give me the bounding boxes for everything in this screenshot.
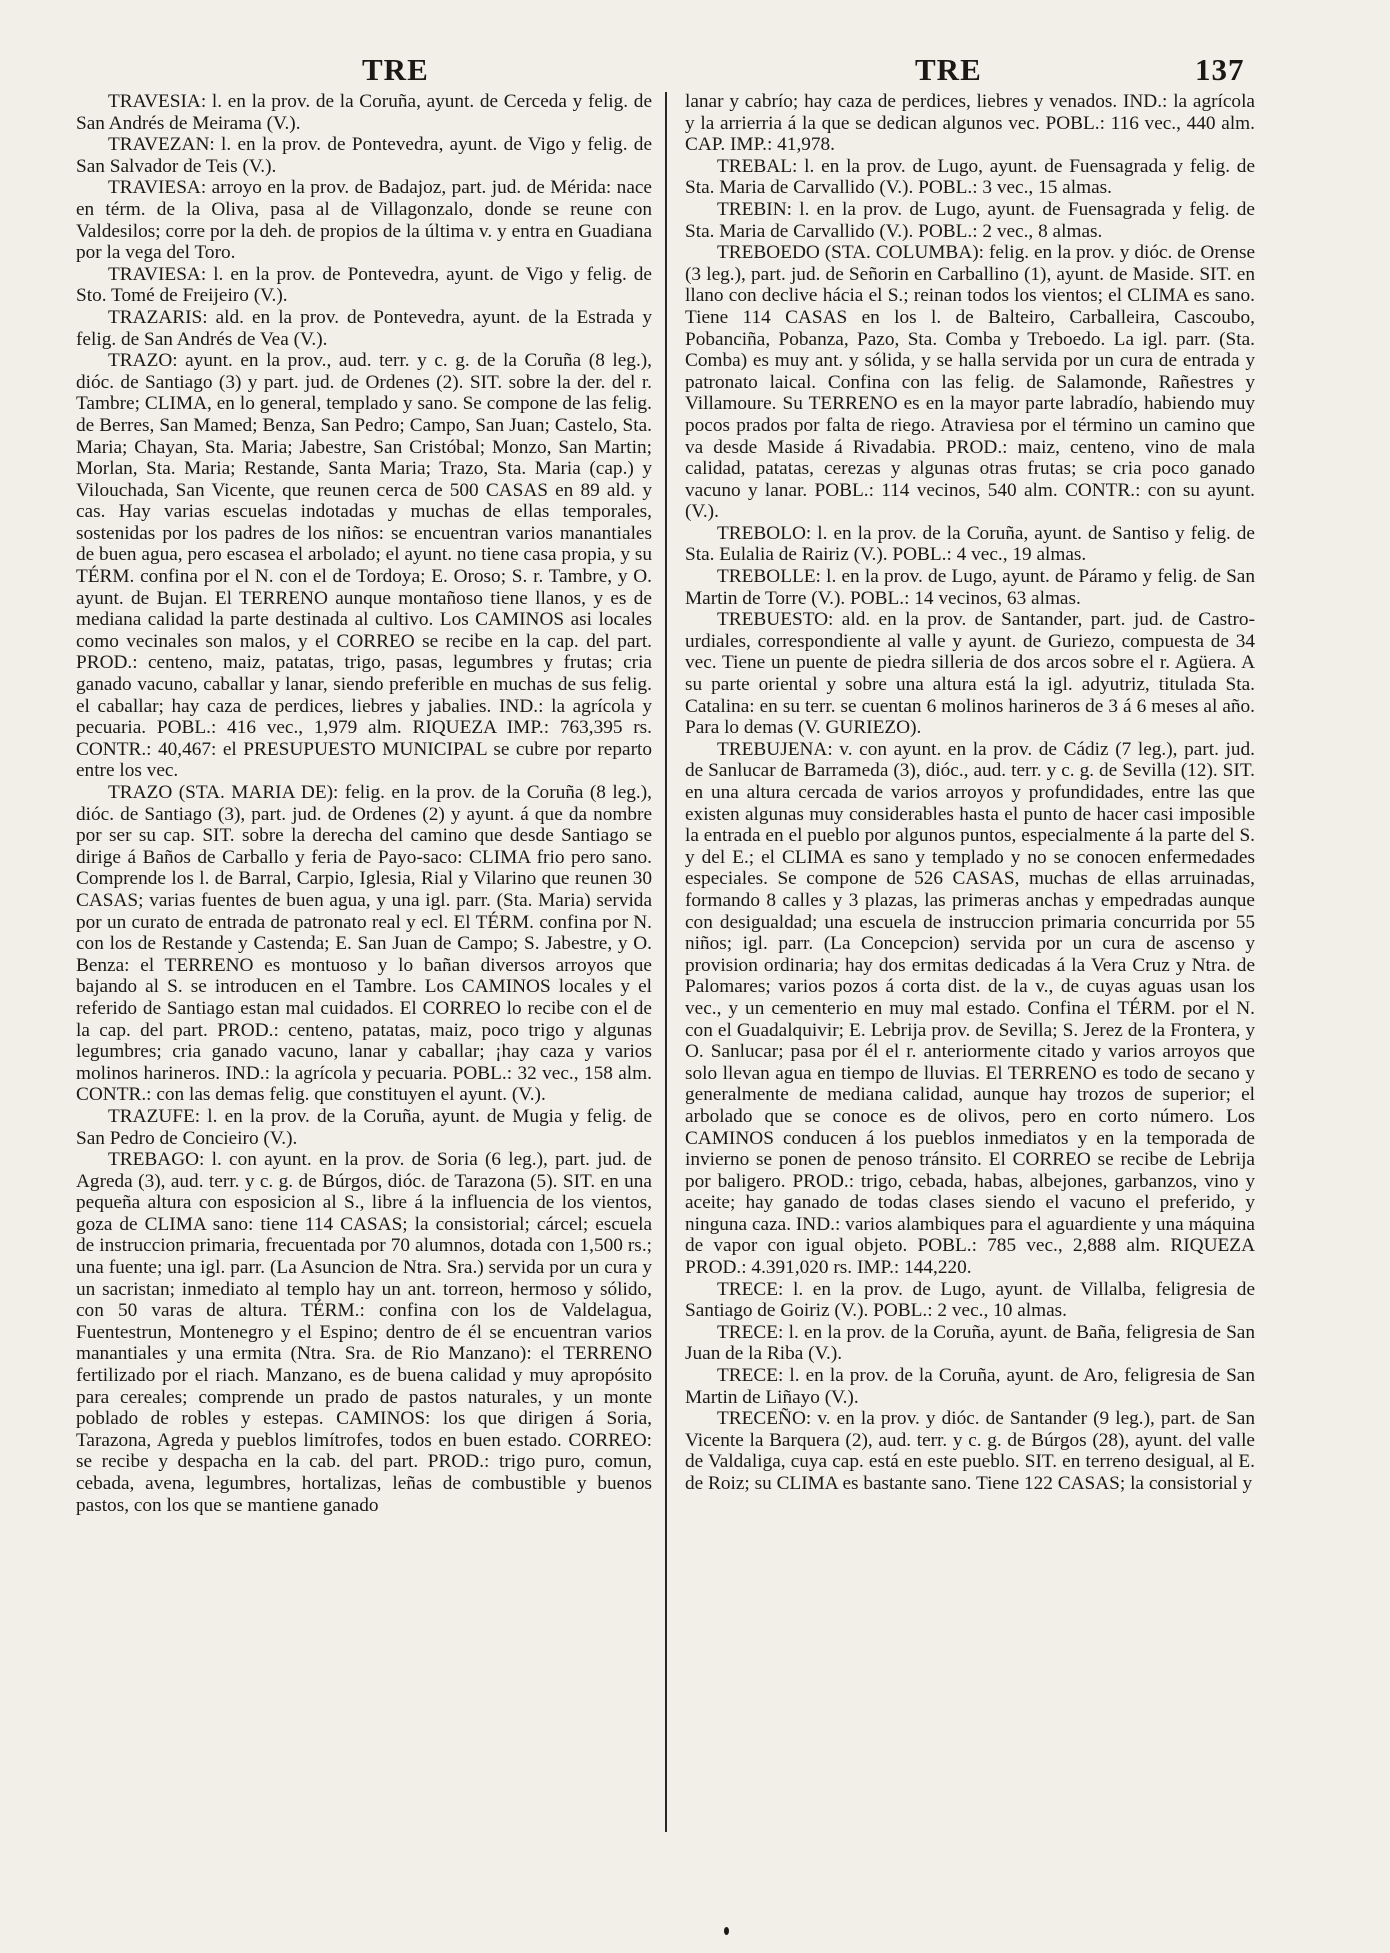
entry-trece-lugo: TRECE: l. en la prov. de Lugo, ayunt. de Villalba, feligresia de Santiago de Goiriz (V.). POBL.: 2 vec., 10 almas. [685,1278,1255,1322]
running-head-left: TRE [362,52,429,87]
entry-trebolo: TREBOLO: l. en la prov. de la Coruña, ayunt. de Santiso y felig. de Sta. Eulalia de Rairiz (V.). POBL.: 4 vec., 19 almas. [685,522,1255,566]
page-number: 137 [1195,52,1245,87]
right-column [685,91,1255,1833]
entry-trazo-ayunt: TRAZO: ayunt. en la prov., aud. terr. y c. g. de la Coruña (8 leg.), dióc. de Santiago (3) y part. jud. de Ordenes (2). SIT. sobre la der. del r. Tambre; CLIMA, en lo general, templado y sano. Se compone de las felig. de Berres, San Mamed; Benza, San Pedro; Campo, San Juan; Castelo, Sta. Maria; Chayan, Sta. Maria; Jabestre, San Cristóbal; Monzo, San Martin; Morlan, Sta. Maria; Restande, Santa Maria; Trazo, Sta. Maria (cap.) y Vilouchada, San Vicente, que reunen cerca de 500 CASAS en 89 ald. y cas. Hay varias escuelas indotadas y muchas de ellas temporales, sostenidas por los padres de los niños: se encuentran varios manantiales de buen agua, pero escasea el arbolado; el ayunt. no tiene casa propia, y su TÉRM. confina por el N. con el de Tordoya; E. Oroso; S. r. Tambre, y O. ayunt. de Bujan. El TERRENO aunque montañoso tiene llanos, y es de mediana calidad la parte destinada al cultivo. Los CAMINOS asi locales como vecinales son malos, y el CORREO se recibe en la cap. del part. PROD.: centeno, maiz, patatas, trigo, pasas, legumbres y frutas; cria ganado vacuno, caballar y lanar, siendo preferible en muchas de sus felig. el caballar; hay caza de perdices, liebres y jabalies. IND.: la agrícola y pecuaria. POBL.: 416 vec., 1,979 alm. RIQUEZA IMP.: 763,395 rs. CONTR.: 40,467: el PRESUPUESTO MUNICIPAL se cubre por reparto entre los vec. [76,350,652,782]
entry-trazufe: TRAZUFE: l. en la prov. de la Coruña, ayunt. de Mugia y felig. de San Pedro de Concieiro (V.). [76,1105,652,1149]
entry-trebolle: TREBOLLE: l. en la prov. de Lugo, ayunt. de Páramo y felig. de San Martin de Torre (V.). POBL.: 14 vecinos, 63 almas. [685,566,1255,609]
entry-trebin: TREBIN: l. en la prov. de Lugo, ayunt. de Fuensagrada y felig. de Sta. Maria de Carvallido (V.). POBL.: 2 vec., 8 almas. [685,198,1255,242]
entry-treboedo: TREBOEDO (STA. COLUMBA): felig. en la prov. y dióc. de Orense (3 leg.), part. jud. de Señorin en Carballino (1), ayunt. de Maside. SIT. en llano con declive hácia el S.; reinan todos los vientos; el CLIMA es sano. Tiene 114 CASAS en los l. de Balteiro, Carballeira, Cascoubo, Pobanciña, Pobanza, Pazo, Sta. Comba y Treboedo. La igl. parr. (Sta. Comba) es muy ant. y sólida, y se halla servida por un cura de entrada y patronato laical. Confina con las felig. de Salamonde, Rañestres y Villamoure. Su TERRENO es en la mayor parte labradío, habiendo muy pocos prados por falta de riego. Atraviesa por el término un camino que va desde Maside á Rivadabia. PROD.: maiz, centeno, vino de mala calidad, patatas, cerezas y algunas otras frutas; se cria poco ganado vacuno y lanar. POBL.: 114 vecinos, 540 alm. CONTR.: con su ayunt. (V.). [685,242,1255,523]
entry-trebuesto: TREBUESTO: ald. en la prov. de Santander, part. jud. de Castro-urdiales, correspondiente al valle y ayunt. de Guriezo, compuesta de 34 vec. Tiene un puente de piedra silleria de dos arcos sobre el r. Agüera. A su parte oriental y sobre una altura está la igl. adyutriz, titulada Sta. Catalina: en su terr. se cuentan 6 molinos harineros de 3 á 6 meses al año. Para lo demas (V. GURIEZO). [685,609,1255,739]
entry-travezan: TRAVEZAN: l. en la prov. de Pontevedra, ayunt. de Vigo y felig. de San Salvador de Teis (V.). [76,134,652,177]
column-rule [665,92,667,1832]
entry-traviesa-lugar: TRAVIESA: l. en la prov. de Pontevedra, ayunt. de Vigo y felig. de Sto. Tomé de Freijeiro (V.). [76,263,652,307]
entry-trazaris: TRAZARIS: ald. en la prov. de Pontevedra, ayunt. de la Estrada y felig. de San Andrés de Vea (V.). [76,306,652,350]
running-head-center: TRE [915,52,982,87]
entry-trebago-continued: lanar y cabrío; hay caza de perdices, liebres y venados. IND.: la agrícola y la arrierria á la que se dedican algunos vec. POBL.: 116 vec., 440 alm. CAP. IMP.: 41,978. [685,91,1255,156]
entry-trece-bana: TRECE: l. en la prov. de la Coruña, ayunt. de Baña, feligresia de San Juan de la Riba (V.). [685,1321,1255,1365]
entry-traviesa-arroyo: TRAVIESA: arroyo en la prov. de Badajoz, part. jud. de Mérida: nace en térm. de la Oliva, pasa al de Villagonzalo, donde se reune con Valdesilos; corre por la deh. de propios de la última v. y entra en Guadiana por la vega del Toro. [76,177,652,264]
entry-trazo-sta-maria: TRAZO (STA. MARIA DE): felig. en la prov. de la Coruña (8 leg.), dióc. de Santiago (3), part. jud. de Ordenes (2) y ayunt. á que da nombre por ser su cap. SIT. sobre la derecha del camino que desde Santiago se dirige á Baños de Carballo y feria de Payo-saco: CLIMA frio pero sano. Comprende los l. de Barral, Carpio, Iglesia, Rial y Vilarino que reunen 30 CASAS; varias fuentes de buen agua, y una igl. parr. (Sta. Maria) servida por un curato de entrada de patronato real y ecl. El TÉRM. confina por N. con los de Restande y Castenda; E. San Juan de Campo; S. Jabestre, y O. Benza: el TERRENO es montuoso y lo bañan diversos arroyos que bajando al S. se introducen en el Tambre. Los CAMINOS locales y el referido de Santiago estan mal cuidados. El CORREO lo recibe con el de la cap. del part. PROD.: centeno, patatas, maiz, poco trigo y algunas legumbres; cria ganado vacuno, lanar y caballar; ¡hay caza y varios molinos harineros. IND.: la agrícola y pecuaria. POBL.: 32 vec., 158 alm. CONTR.: con las demas felig. que constituyen el ayunt. (V.). [76,782,652,1106]
ink-speck [724,1927,729,1935]
entry-trebal: TREBAL: l. en la prov. de Lugo, ayunt. de Fuensagrada y felig. de Sta. Maria de Carvallido (V.). POBL.: 3 vec., 15 almas. [685,155,1255,199]
entry-treceno: TRECEÑO: v. en la prov. y dióc. de Santander (9 leg.), part. de San Vicente la Barquera (2), aud. terr. y c. g. de Búrgos (28), ayunt. del valle de Valdaliga, cuya cap. está en este pueblo. SIT. en terreno desigual, al E. de Roiz; su CLIMA es bastante sano. Tiene 122 CASAS; la consistorial y [685,1408,1255,1494]
entry-trece-aro: TRECE: l. en la prov. de la Coruña, ayunt. de Aro, feligresia de San Martin de Liñayo (V.). [685,1365,1255,1408]
left-column [76,91,652,1833]
entry-trebujena: TREBUJENA: v. con ayunt. en la prov. de Cádiz (7 leg.), part. jud. de Sanlucar de Barrameda (3), dióc., aud. terr. y c. g. de Sevilla (12). SIT. en una altura cercada de varios arroyos y profundidades, entre las que existen algunas muy considerables hasta el punto de hacer casi imposible la entrada en el pueblo por algunos puntos, especialmente á la parte del S. y del E.; el CLIMA es sano y templado y no se conocen enfermedades especiales. Se compone de 526 CASAS, muchas de ellas arruinadas, formando 8 calles y 3 plazas, las primeras anchas y empedradas aunque con desigualdad; una escuela de instruccion primaria concurrida por 55 niños; igl. parr. (La Concepcion) servida por un cura de ascenso y provision ordinaria; hay dos ermitas dedicadas á la Vera Cruz y Ntra. de Palomares; varios pozos á corta dist. de la v., de cuyas aguas usan los vec., y un cementerio en muy mal estado. Confina el TÉRM. por el N. con el Guadalquivir; E. Lebrija prov. de Sevilla; S. Jerez de la Frontera, y O. Sanlucar; pasa por él el r. anteriormente citado y varios arroyos que solo llevan agua en tiempo de lluvias. El TERRENO es todo de secano y generalmente de mediana calidad, aunque hay trozos de superior; el arbolado que se conoce es de olivos, pero en corto número. Los CAMINOS conducen á los pueblos inmediatos y en la temporada de invierno se ponen de penoso tránsito. El CORREO se recibe de Lebrija por baligero. PROD.: trigo, cebada, habas, albejones, garbanzos, vino y aceite; hay ganado de todas clases siendo el vacuno el preferido, y ninguna caza. IND.: varios alambiques para el aguardiente y una máquina de vapor con igual objeto. POBL.: 785 vec., 2,888 alm. RIQUEZA PROD.: 4.391,020 rs. IMP.: 144,220. [685,738,1255,1279]
entry-trebago: TREBAGO: l. con ayunt. en la prov. de Soria (6 leg.), part. jud. de Agreda (3), aud. terr. y c. g. de Búrgos, dióc. de Tarazona (5). SIT. en una pequeña altura con esposicion al S., libre á la influencia de los vientos, goza de CLIMA sano: tiene 114 CASAS; la consistorial; cárcel; escuela de instruccion primaria, frecuentada por 70 alumnos, dotada con 1,500 rs.; una fuente; una igl. parr. (La Asuncion de Ntra. Sra.) servida por un cura y un sacristan; inmediato al templo hay un ant. torreon, hermoso y sólido, con 50 varas de altura. TÉRM.: confina con los de Valdelagua, Fuentestrun, Montenegro y el Espino; dentro de él se encuentran varios manantiales y una ermita (Ntra. Sra. de Rio Manzano): el TERRENO fertilizado por el riach. Manzano, es de buena calidad y muy apropósito para cereales; comprende un prado de pastos naturales, y un monte poblado de robles y estepas. CAMINOS: los que dirigen á Soria, Tarazona, Agreda y pueblos limítrofes, todos en buen estado. CORREO: se recibe y despacha en la cab. del part. PROD.: trigo puro, comun, cebada, avena, legumbres, hortalizas, leñas de combustible y buenos pastos, con los que se mantiene ganado [76,1149,652,1516]
entry-travesia: TRAVESIA: l. en la prov. de la Coruña, ayunt. de Cerceda y felig. de San Andrés de Meirama (V.). [76,91,652,134]
